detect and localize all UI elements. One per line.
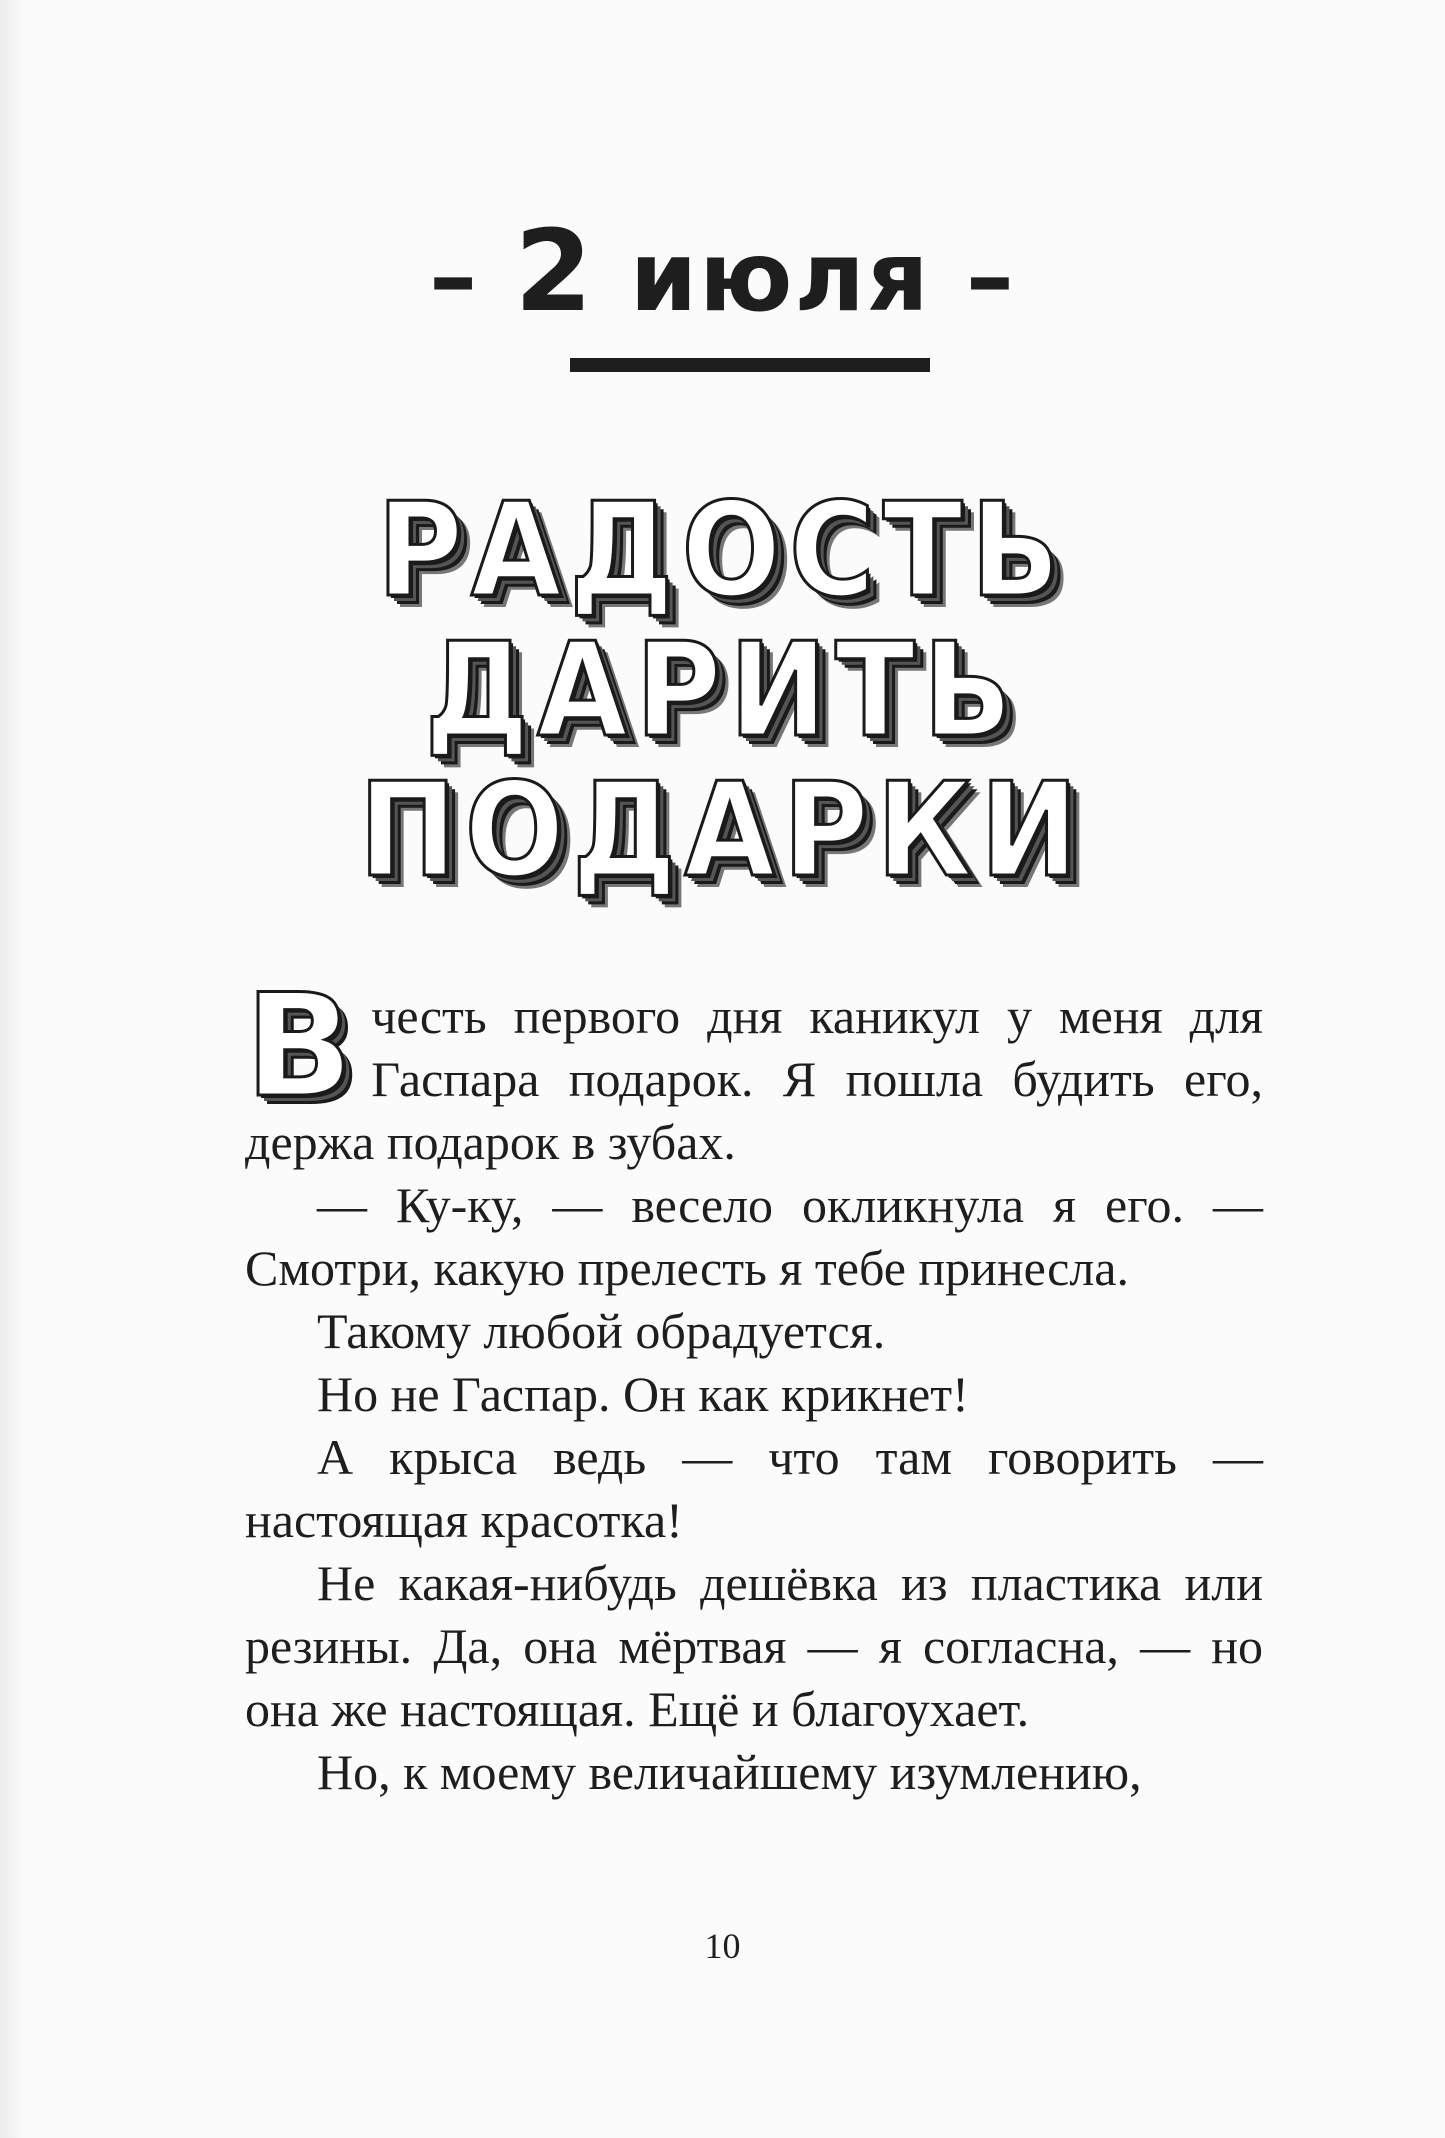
paragraph: А крыса ведь — что там говорить — настоящая красотка!	[245, 1429, 1263, 1548]
paragraph: Не какая-нибудь дешёвка из пластика или резины. Да, она мёртвая — я согласна, — но она же настоящая. Ещё и благоухает.	[245, 1555, 1263, 1737]
date-dash-right: –	[965, 221, 1016, 333]
chapter-title	[0, 474, 1445, 906]
date-heading	[0, 207, 1445, 337]
chapter-title-line: ДАРИТЬ	[424, 614, 1021, 766]
paragraph: Такому любой обрадуется.	[317, 1303, 886, 1359]
date-dash-left: –	[429, 221, 480, 333]
date-day: 2	[514, 207, 595, 337]
paragraph: Но, к моему величайшему изумлению,	[317, 1744, 1142, 1800]
paragraph: — Ку-ку, — весело окликнула я его. — Смотри, какую прелесть я тебе принесла.	[245, 1177, 1263, 1296]
page-number: 10	[704, 1926, 741, 1966]
date-underline	[570, 358, 930, 372]
paragraph: Но не Гаспар. Он как крикнет!	[317, 1366, 969, 1422]
paragraph-text: честь первого дня каникул у меня для Гаспара подарок. Я пошла будить его, держа подарок в зубах.	[245, 988, 1263, 1170]
paragraph	[245, 964, 1263, 1174]
drop-cap: В	[245, 964, 354, 1129]
chapter-title-line: ПОДАРКИ	[358, 754, 1087, 906]
chapter-title-line: РАДОСТЬ	[377, 474, 1068, 626]
date-month: июля	[629, 221, 931, 333]
body-text	[245, 964, 1263, 1804]
